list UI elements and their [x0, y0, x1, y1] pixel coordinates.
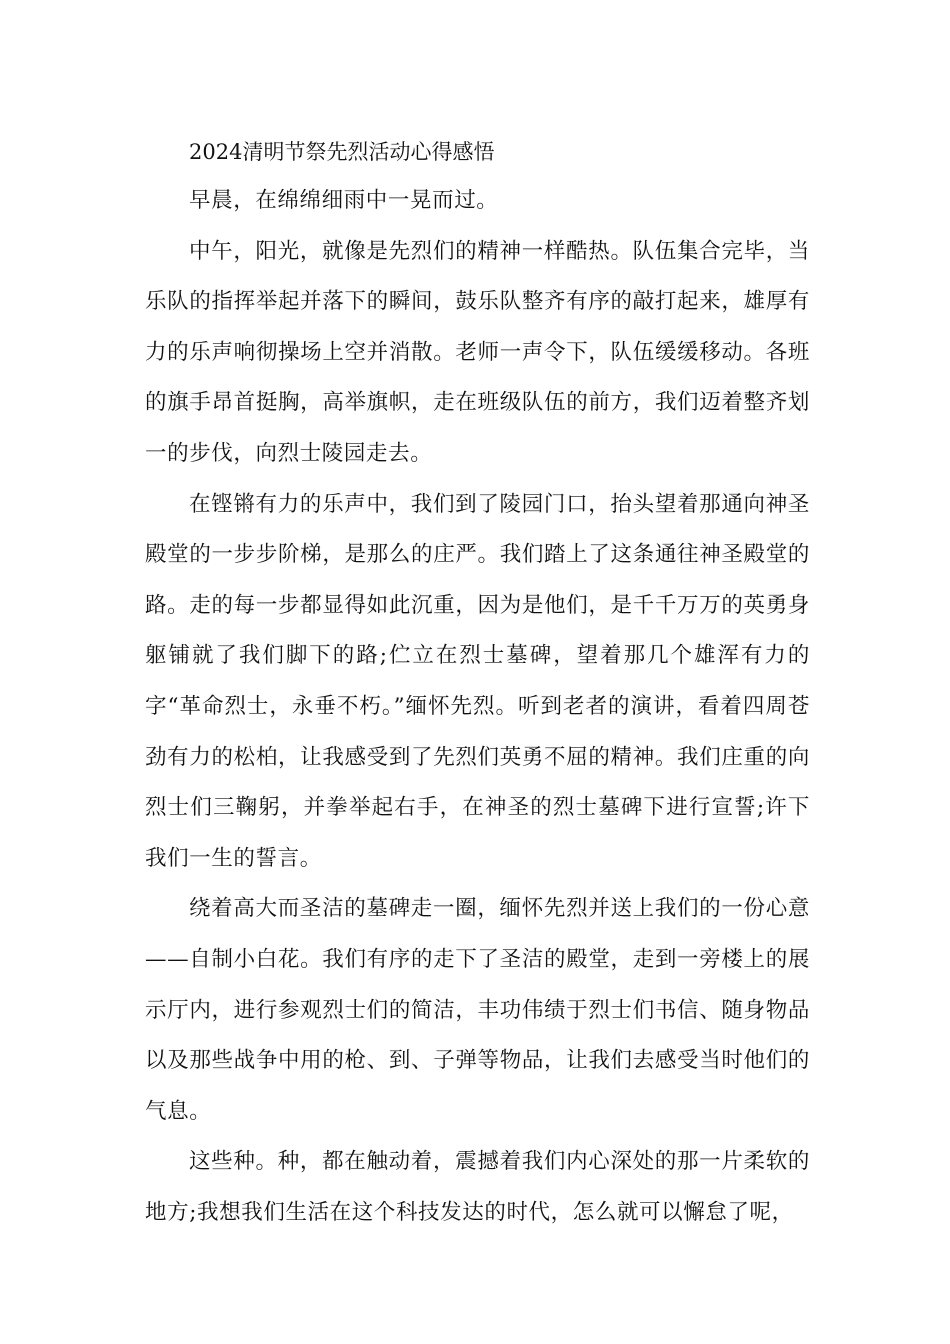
paragraph-4: 绕着高大而圣洁的墓碑走一圈，缅怀先烈并送上我们的一份心意——自制小白花。我们有序的走下了圣洁的殿堂，走到一旁楼上的展示厅内，进行参观烈士们的简洁，丰功伟绩于烈士们书信、随身物品以及那些战争中用的枪、到、子弹等物品，让我们去感受当时他们的气息。 — [145, 896, 810, 1124]
paragraph-1: 早晨，在绵绵细雨中一晃而过。 — [189, 188, 499, 213]
document-body — [145, 128, 810, 1238]
paragraph-3: 在铿锵有力的乐声中，我们到了陵园门口，抬头望着那通向神圣殿堂的一步步阶梯，是那么的庄严。我们踏上了这条通往神圣殿堂的路。走的每一步都显得如此沉重，因为是他们，是千千万万的英勇身躯铺就了我们脚下的路;伫立在烈士墓碑，望着那几个雄浑有力的字“革命烈士，永垂不朽。”缅怀先烈。听到老者的演讲，看着四周苍劲有力的松柏，让我感受到了先烈们英勇不屈的精神。我们庄重的向烈士们三鞠躬，并拳举起右手，在神圣的烈士墓碑下进行宣誓;许下我们一生的誓言。 — [145, 491, 810, 871]
paragraph-5: 这些种。种，都在触动着，震撼着我们内心深处的那一片柔软的地方;我想我们生活在这个科技发达的时代，怎么就可以懈怠了呢， — [145, 1149, 810, 1225]
paragraph-2: 中午，阳光，就像是先烈们的精神一样酷热。队伍集合完毕，当乐队的指挥举起并落下的瞬间，鼓乐队整齐有序的敲打起来，雄厚有力的乐声响彻操场上空并消散。老师一声令下，队伍缓缓移动。各班的旗手昂首挺胸，高举旗帜，走在班级队伍的前方，我们迈着整齐划一的步伐，向烈士陵园走去。 — [145, 238, 810, 466]
document-title: 2024清明节祭先烈活动心得感悟 — [189, 140, 495, 164]
